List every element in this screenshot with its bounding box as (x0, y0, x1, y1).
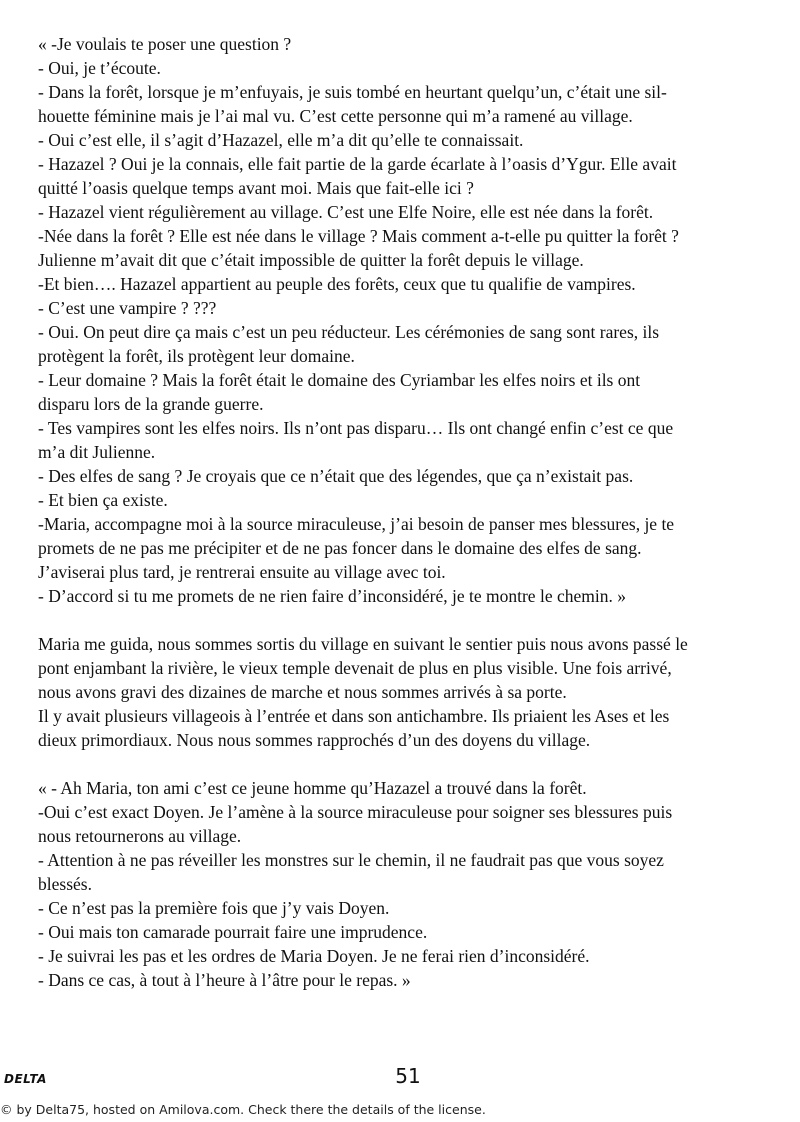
text-line: - Oui c’est elle, il s’agit d’Hazazel, elle m’a dit qu’elle te connaissait. (38, 130, 524, 150)
text-line: - Ce n’est pas la première fois que j’y vais Doyen. (38, 898, 390, 918)
text-line: - Hazazel ? Oui je la connais, elle fait partie de la garde écarlate à l’oasis d’Ygur. Elle avait (38, 154, 677, 174)
text-line: - Dans ce cas, à tout à l’heure à l’âtre pour le repas. » (38, 970, 411, 990)
text-line: - D’accord si tu me promets de ne rien faire d’inconsidéré, je te montre le chemin. » (38, 586, 626, 606)
text-line: disparu lors de la grande guerre. (38, 394, 264, 414)
page-body (38, 32, 773, 992)
text-line: dieux primordiaux. Nous nous sommes rapprochés d’un des doyens du village. (38, 730, 591, 750)
text-line: - C’est une vampire ? ??? (38, 298, 217, 318)
text-line: -Et bien…. Hazazel appartient au peuple des forêts, ceux que tu qualifie de vampires. (38, 274, 636, 294)
text-line: pont enjambant la rivière, le vieux temple devenait de plus en plus visible. Une fois arrivé, (38, 658, 672, 678)
text-line: - Oui mais ton camarade pourrait faire une imprudence. (38, 922, 428, 942)
text-line: -Oui c’est exact Doyen. Je l’amène à la source miraculeuse pour soigner ses blessures puis (38, 802, 673, 822)
author-logo: DELTA (4, 1072, 47, 1086)
dialogue-paragraph-1 (38, 32, 773, 608)
text-line: « -Je voulais te poser une question ? (38, 34, 292, 54)
text-line: blessés. (38, 874, 92, 894)
text-line: - Hazazel vient régulièrement au village. C’est une Elfe Noire, elle est née dans la forêt. (38, 202, 654, 222)
paragraph-gap (38, 752, 773, 776)
page-number: 51 (395, 1064, 421, 1088)
text-line: Il y avait plusieurs villageois à l’entrée et dans son antichambre. Ils priaient les Ases et les (38, 706, 670, 726)
text-line: - Leur domaine ? Mais la forêt était le domaine des Cyriambar les elfes noirs et ils ont (38, 370, 641, 390)
narration-paragraph (38, 632, 773, 752)
text-line: houette féminine mais je l’ai mal vu. C’est cette personne qui m’a ramené au village. (38, 106, 633, 126)
text-line: - Dans la forêt, lorsque je m’enfuyais, je suis tombé en heurtant quelqu’un, c’était une sil- (38, 82, 667, 102)
text-line: Maria me guida, nous sommes sortis du village en suivant le sentier puis nous avons passé le (38, 634, 688, 654)
text-line: - Et bien ça existe. (38, 490, 168, 510)
text-line: « - Ah Maria, ton ami c’est ce jeune homme qu’Hazazel a trouvé dans la forêt. (38, 778, 587, 798)
text-line: - Tes vampires sont les elfes noirs. Ils n’ont pas disparu… Ils ont changé enfin c’est ce que (38, 418, 674, 438)
text-line: quitté l’oasis quelque temps avant moi. Mais que fait-elle ici ? (38, 178, 474, 198)
text-line: nous retournerons au village. (38, 826, 242, 846)
text-line: - Des elfes de sang ? Je croyais que ce n’était que des légendes, que ça n’existait pas. (38, 466, 634, 486)
text-line: - Oui. On peut dire ça mais c’est un peu réducteur. Les cérémonies de sang sont rares, ils (38, 322, 660, 342)
text-line: m’a dit Julienne. (38, 442, 156, 462)
text-line: protègent la forêt, ils protègent leur domaine. (38, 346, 355, 366)
text-line: J’aviserai plus tard, je rentrerai ensuite au village avec toi. (38, 562, 446, 582)
text-line: promets de ne pas me précipiter et de ne pas foncer dans le domaine des elfes de sang. (38, 538, 642, 558)
text-line: -Née dans la forêt ? Elle est née dans le village ? Mais comment a-t-elle pu quitter la forêt ? (38, 226, 679, 246)
dialogue-paragraph-2 (38, 776, 773, 992)
text-line: Julienne m’avait dit que c’était impossible de quitter la forêt depuis le village. (38, 250, 584, 270)
text-line: - Attention à ne pas réveiller les monstres sur le chemin, il ne faudrait pas que vous soyez (38, 850, 664, 870)
paragraph-gap (38, 608, 773, 632)
text-line: - Je suivrai les pas et les ordres de Maria Doyen. Je ne ferai rien d’inconsidéré. (38, 946, 590, 966)
text-line: -Maria, accompagne moi à la source miraculeuse, j’ai besoin de panser mes blessures, je te (38, 514, 675, 534)
text-line: - Oui, je t’écoute. (38, 58, 161, 78)
license-notice: © by Delta75, hosted on Amilova.com. Check there the details of the license. (0, 1102, 486, 1117)
text-line: nous avons gravi des dizaines de marche et nous sommes arrivés à sa porte. (38, 682, 567, 702)
